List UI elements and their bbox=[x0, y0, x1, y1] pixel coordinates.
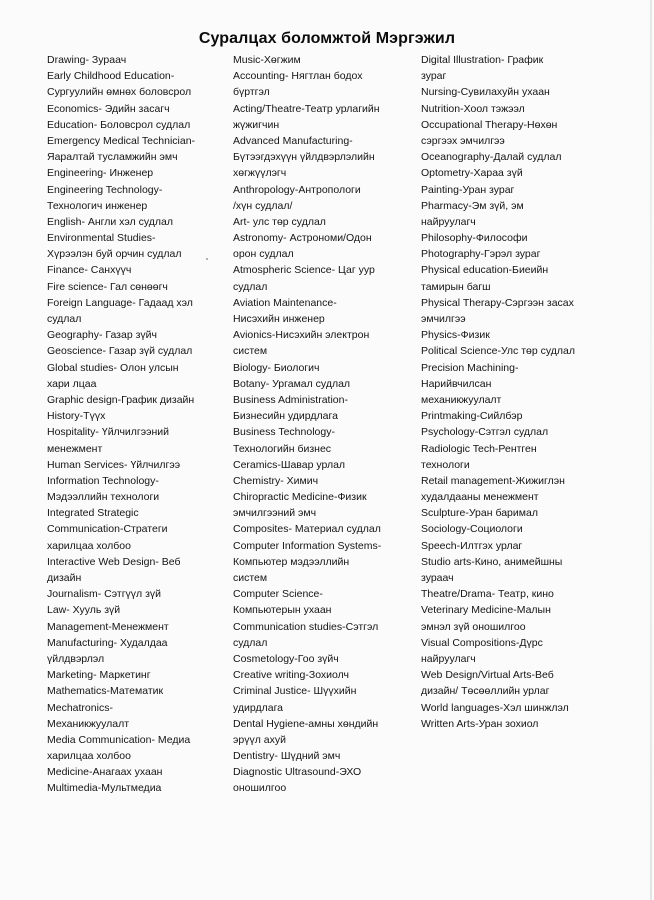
profession-line: Composites- Материал судлал bbox=[233, 523, 381, 536]
profession-line: Medicine-Анагаах ухаан bbox=[47, 766, 163, 779]
profession-line: Photography-Гэрэл зураг bbox=[421, 248, 541, 261]
profession-line: Технологич инженер bbox=[47, 199, 148, 212]
profession-line: Psychology-Сэтгэл судлал bbox=[421, 426, 549, 439]
profession-line: Art- улс төр судлал bbox=[233, 215, 326, 228]
scan-speck bbox=[206, 258, 208, 260]
profession-line: Criminal Justice- Шүүхийн bbox=[233, 685, 357, 698]
profession-line: World languages-Хэл шинжлэл bbox=[421, 701, 569, 714]
profession-line: Computer Science- bbox=[233, 588, 323, 601]
profession-line: Visual Compositions-Дүрс bbox=[421, 636, 543, 649]
profession-line: English- Англи хэл судлал bbox=[47, 215, 173, 228]
profession-line: Information Technology- bbox=[47, 474, 159, 487]
profession-line: удирдлага bbox=[233, 701, 284, 714]
profession-line: Physical Therapy-Сэргээн засах bbox=[421, 296, 574, 309]
profession-line: Multimedia-Мультмедиа bbox=[47, 782, 162, 795]
profession-line: Business Technology- bbox=[233, 426, 335, 439]
profession-line: Veterinary Medicine-Малын bbox=[421, 604, 551, 617]
profession-line: Pharmacy-Эм зүй, эм bbox=[421, 199, 524, 212]
profession-line: Accounting- Нягтлан бодох bbox=[233, 70, 363, 83]
column-middle bbox=[233, 52, 413, 797]
profession-line: систем bbox=[233, 572, 268, 584]
profession-line: Environmental Studies- bbox=[47, 232, 156, 245]
profession-line: найруулагч bbox=[421, 215, 476, 228]
profession-line: History-Түүх bbox=[47, 410, 106, 423]
profession-line: Advanced Manufacturing- bbox=[233, 134, 353, 147]
profession-line: Sociology-Социологи bbox=[421, 523, 523, 536]
profession-line: Music-Хөгжим bbox=[233, 54, 301, 66]
profession-line: эмчилгээ bbox=[421, 313, 466, 325]
profession-line: худалдааны менежмент bbox=[421, 491, 539, 504]
profession-line: Diagnostic Ultrasound-ЭХО bbox=[233, 766, 362, 779]
profession-line: бүртгэл bbox=[233, 86, 270, 99]
profession-line: хари лцаа bbox=[47, 377, 97, 390]
profession-line: Biology- Биологич bbox=[233, 361, 320, 374]
profession-line: Geography- Газар зүйч bbox=[47, 329, 157, 342]
profession-line: Яаралтай тусламжийн эмч bbox=[47, 151, 178, 164]
profession-line: Economics- Эдийн засагч bbox=[47, 102, 170, 115]
profession-line: Hospitality- Үйлчилгээний bbox=[47, 426, 169, 439]
profession-line: Business Administration- bbox=[233, 393, 348, 406]
profession-line: Communication studies-Сэтгэл bbox=[233, 620, 379, 633]
profession-line: Foreign Language- Гадаад хэл bbox=[47, 296, 193, 309]
profession-line: Cosmetology-Гоо зүйч bbox=[233, 652, 339, 665]
profession-line: технологи bbox=[421, 458, 470, 471]
profession-line: Компьютерын ухаан bbox=[233, 604, 332, 617]
profession-line: Human Services- Үйлчилгээ bbox=[47, 458, 181, 471]
profession-line: Nursing-Сувилахуйн ухаан bbox=[421, 86, 550, 99]
profession-line: Painting-Уран зураг bbox=[421, 183, 515, 196]
profession-line: Media Communication- Медиа bbox=[47, 733, 191, 746]
profession-line: Physical education-Биеийн bbox=[421, 264, 549, 277]
profession-line: Integrated Strategic bbox=[47, 507, 139, 520]
profession-line: Management-Менежмент bbox=[47, 620, 169, 633]
profession-line: Engineering- Инженер bbox=[47, 167, 154, 180]
profession-line: механикжуулалт bbox=[421, 393, 502, 406]
profession-line: Graphic design-График дизайн bbox=[47, 393, 195, 406]
profession-line: эрүүл ахуй bbox=[233, 733, 286, 746]
profession-line: Web Design/Virtual Arts-Веб bbox=[421, 669, 554, 682]
profession-line: Mathematics-Математик bbox=[47, 685, 164, 698]
profession-line: найруулагч bbox=[421, 652, 476, 665]
profession-line: Creative writing-Зохиолч bbox=[233, 669, 350, 682]
profession-line: Dentistry- Шүдний эмч bbox=[233, 750, 341, 763]
profession-line: Нисэхийн инженер bbox=[233, 313, 325, 325]
profession-line: Written Arts-Уран зохиол bbox=[421, 717, 539, 730]
profession-line: Radiologic Tech-Рентген bbox=[421, 442, 537, 455]
profession-line: Finance- Санхүүч bbox=[47, 264, 132, 277]
profession-line: Fire science- Гал сөнөөгч bbox=[47, 280, 168, 293]
profession-line: Studio arts-Кино, анимейшны bbox=[421, 555, 563, 568]
profession-line: зураач bbox=[421, 572, 454, 584]
profession-line: Engineering Technology- bbox=[47, 183, 163, 196]
profession-line: Botany- Ургамал судлал bbox=[233, 377, 351, 390]
profession-line: эмнэл зүй оношилгоо bbox=[421, 620, 526, 633]
profession-line: Бизнесийн удирдлага bbox=[233, 410, 338, 423]
profession-line: Сургуулийн өмнөх боловсрол bbox=[47, 86, 192, 99]
profession-line: Dental Hygiene-амны хөндийн bbox=[233, 717, 379, 730]
profession-line: Компьютер мэдээллийн bbox=[233, 555, 350, 568]
profession-line: Oceanography-Далай судлал bbox=[421, 151, 562, 164]
profession-line: дизайн bbox=[47, 572, 82, 584]
profession-line: Political Science-Улс төр судлал bbox=[421, 345, 575, 358]
profession-line: оношилгоо bbox=[233, 782, 287, 795]
document-title: Суралцах боломжтой Мэргэжил bbox=[198, 30, 456, 47]
profession-line: дизайн/ Төсөөллийн урлаг bbox=[421, 685, 550, 698]
profession-line: Технологийн бизнес bbox=[233, 442, 332, 455]
profession-line: Digital Illustration- График bbox=[421, 54, 544, 66]
profession-line: Marketing- Маркетинг bbox=[47, 669, 151, 682]
profession-line: судлал bbox=[233, 636, 268, 649]
profession-line: Early Childhood Education- bbox=[47, 70, 175, 83]
profession-line: Emergency Medical Technician- bbox=[47, 134, 196, 147]
profession-line: Nutrition-Хоол тэжээл bbox=[421, 102, 525, 115]
profession-line: Бүтээгдэхүүн үйлдвэрлэлийн bbox=[233, 151, 375, 164]
profession-line: Retail management-Жижиглэн bbox=[421, 474, 565, 487]
profession-line: Speech-Илтгэх урлаг bbox=[421, 539, 523, 552]
profession-line: Global studies- Олон улсын bbox=[47, 361, 179, 374]
profession-line: Astronomy- Астрономи/Одон bbox=[233, 232, 372, 245]
profession-line: систем bbox=[233, 345, 268, 358]
profession-line: Education- Боловсрол судлал bbox=[47, 118, 191, 131]
profession-line: Printmaking-Сийлбэр bbox=[421, 410, 523, 423]
profession-line: зураг bbox=[421, 70, 447, 83]
profession-line: Sculpture-Уран баримал bbox=[421, 507, 538, 520]
profession-line: Chiropractic Medicine-Физик bbox=[233, 491, 367, 504]
profession-line: тамирын багш bbox=[421, 280, 491, 293]
column-left bbox=[47, 52, 217, 797]
profession-line: харилцаа холбоо bbox=[47, 539, 131, 552]
profession-line: Хүрээлэн буй орчин судлал bbox=[47, 248, 182, 261]
profession-line: хөгжүүлэгч bbox=[233, 167, 287, 180]
profession-line: Precision Machining- bbox=[421, 361, 519, 374]
profession-line: үйлдвэрлэл bbox=[47, 652, 105, 665]
profession-line: Acting/Theatre-Театр урлагийн bbox=[233, 102, 380, 115]
profession-line: Journalism- Сэтгүүл зүй bbox=[47, 588, 162, 601]
profession-line: Aviation Maintenance- bbox=[233, 296, 337, 309]
profession-line: Avionics-Нисэхийн электрон bbox=[233, 329, 370, 342]
profession-line: менежмент bbox=[47, 442, 103, 455]
profession-line: орон судлал bbox=[233, 248, 294, 261]
profession-line: Mechatronics- bbox=[47, 701, 113, 714]
profession-line: сэргээх эмчилгээ bbox=[421, 134, 505, 147]
profession-line: Механикжуулалт bbox=[47, 717, 130, 730]
profession-line: Anthropology-Антропологи bbox=[233, 183, 361, 196]
profession-line: Ceramics-Шавар урлал bbox=[233, 458, 346, 471]
profession-line: жүжигчин bbox=[233, 118, 280, 131]
profession-line: харилцаа холбоо bbox=[47, 750, 131, 763]
profession-line: судлал bbox=[233, 280, 268, 293]
profession-line: Chemistry- Химич bbox=[233, 474, 319, 487]
profession-line: Optometry-Хараа зүй bbox=[421, 167, 523, 180]
profession-line: Drawing- Зураач bbox=[47, 54, 127, 66]
profession-line: Geoscience- Газар зүй судлал bbox=[47, 345, 193, 358]
profession-line: /хүн судлал/ bbox=[233, 199, 293, 212]
profession-line: Computer Information Systems- bbox=[233, 539, 382, 552]
profession-line: Communication-Стратеги bbox=[47, 523, 168, 536]
profession-line: Occupational Therapy-Нөхөн bbox=[421, 118, 558, 131]
profession-line: Interactive Web Design- Веб bbox=[47, 555, 181, 568]
profession-line: эмчилгээний эмч bbox=[233, 507, 317, 520]
profession-line: Law- Хууль зүй bbox=[47, 604, 121, 617]
profession-line: Physics-Физик bbox=[421, 329, 490, 342]
profession-line: судлал bbox=[47, 313, 82, 325]
profession-line: Philosophy-Философи bbox=[421, 232, 528, 245]
column-right bbox=[421, 52, 606, 732]
scan-edge-shadow bbox=[650, 0, 652, 900]
profession-line: Theatre/Drama- Театр, кино bbox=[421, 588, 554, 601]
profession-line: Мэдээллийн технологи bbox=[47, 491, 160, 504]
profession-line: Нарийвчилсан bbox=[421, 377, 492, 390]
profession-line: Atmospheric Science- Цаг уур bbox=[233, 264, 375, 277]
profession-line: Manufacturing- Худалдаа bbox=[47, 636, 168, 649]
